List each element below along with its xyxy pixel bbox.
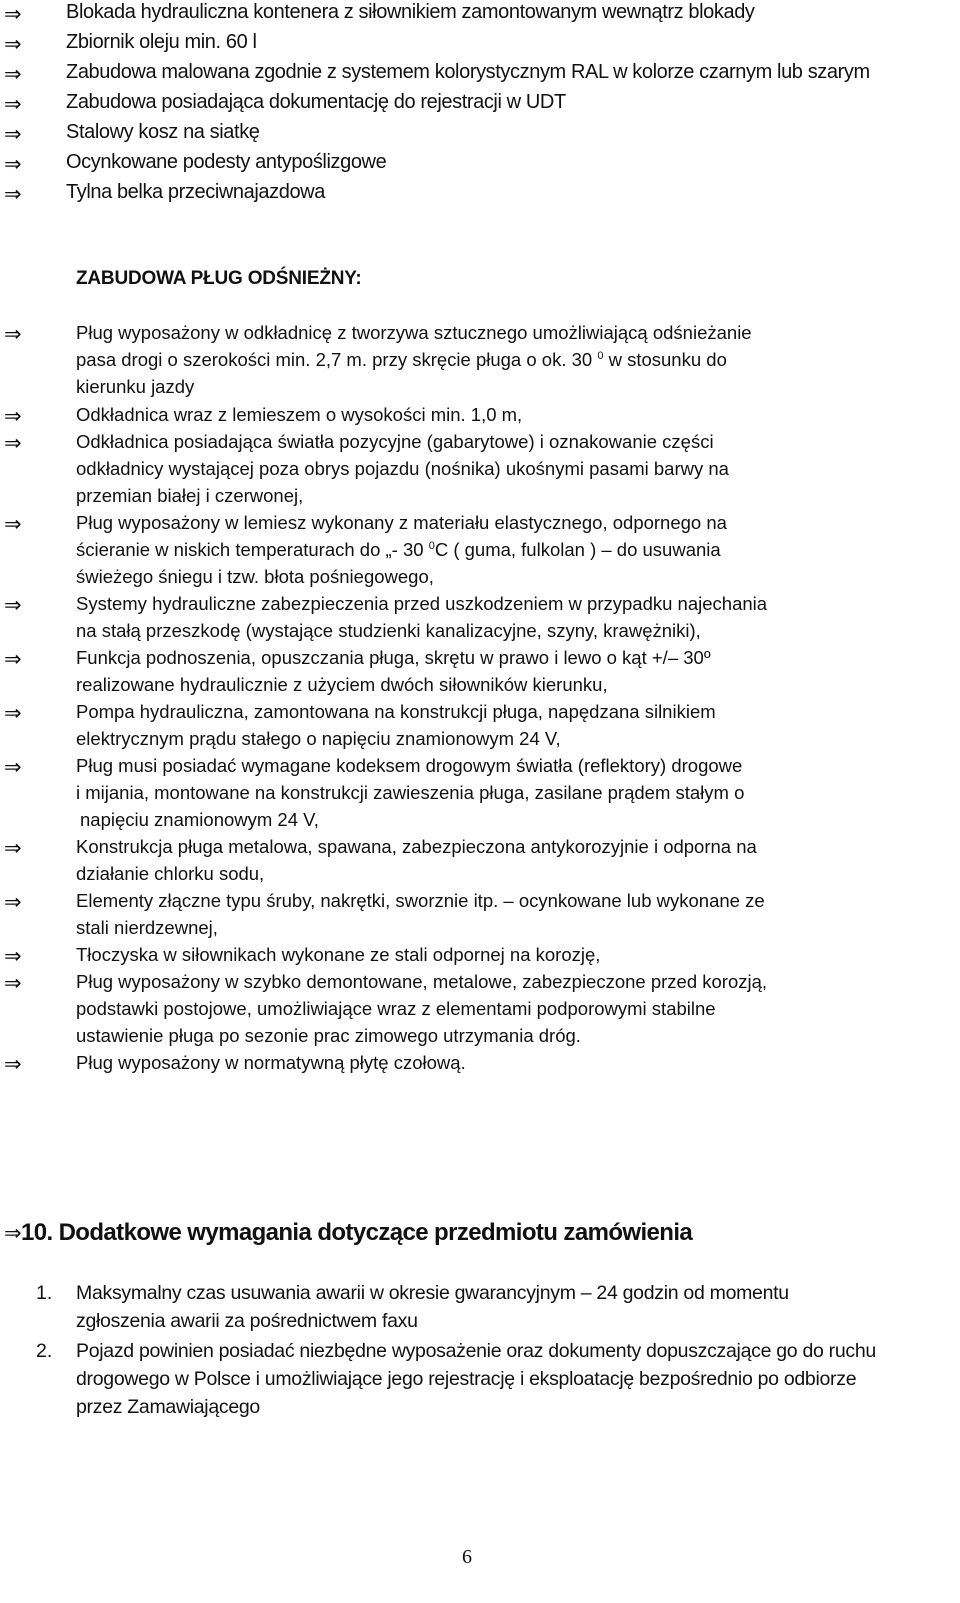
list-item-line: i mijania, montowane na konstrukcji zawieszenia pługa, zasilane prądem stałym o <box>76 782 745 803</box>
superscript: 0 <box>597 349 604 362</box>
list-item-line: Funkcja podnoszenia, opuszczania pługa, skrętu w prawo i lewo o kąt +/– 30º <box>76 647 711 668</box>
arrow-bullet-icon: ⇒ <box>4 512 22 536</box>
list-item-line: przemian białej i czerwonej, <box>76 485 304 506</box>
section-title: Dodatkowe wymagania dotyczące przedmiotu zamówienia <box>58 1219 693 1246</box>
section-heading-plow: ZABUDOWA PŁUG ODŚNIEŻNY: <box>76 268 362 289</box>
list-item-line <box>76 348 727 372</box>
arrow-bullet-icon: ⇒ <box>4 971 22 995</box>
list-item-line: Tłoczyska w siłownikach wykonane ze stali odpornej na korozję, <box>76 944 601 965</box>
arrow-bullet-icon: ⇒ <box>4 62 22 86</box>
list-item-line: zgłoszenia awarii za pośrednictwem faxu <box>76 1310 418 1332</box>
list-item-line: Konstrukcja pługa metalowa, spawana, zabezpieczona antykorozyjnie i odporna na <box>76 836 757 857</box>
list-number: 2. <box>36 1340 53 1362</box>
list-item-line: kierunku jazdy <box>76 376 195 397</box>
list-item-line: Systemy hydrauliczne zabezpieczenia przed uszkodzeniem w przypadku najechania <box>76 593 768 614</box>
list-item-line <box>76 538 721 562</box>
list-item: Tylna belka przeciwnajazdowa <box>66 181 325 203</box>
arrow-bullet-icon: ⇒ <box>4 431 22 455</box>
arrow-bullet-icon: ⇒ <box>4 404 22 428</box>
list-item-line: Maksymalny czas usuwania awarii w okresie gwarancyjnym – 24 godzin od momentu <box>76 1282 789 1304</box>
list-item-line: działanie chlorku sodu, <box>76 863 265 884</box>
list-item-line: Pług wyposażony w szybko demontowane, metalowe, zabezpieczone przed korozją, <box>76 971 768 992</box>
list-item: Stalowy kosz na siatkę <box>66 121 260 143</box>
list-item-line: stali nierdzewnej, <box>76 917 218 938</box>
arrow-bullet-icon: ⇒ <box>4 944 22 968</box>
text-run: ścieranie w niskich temperaturach do „- 30 <box>76 539 429 560</box>
list-item-line: ustawienie pługa po sezonie prac zimowego utrzymania dróg. <box>76 1025 581 1046</box>
arrow-bullet-icon: ⇒ <box>4 32 22 56</box>
list-item-line: na stałą przeszkodę (wystające studzienki kanalizacyjne, szyny, krawężniki), <box>76 620 701 641</box>
list-item: Ocynkowane podesty antypoślizgowe <box>66 151 387 173</box>
arrow-bullet-icon: ⇒ <box>4 755 22 779</box>
list-item-line: drogowego w Polsce i umożliwiające jego rejestrację i eksploatację bezpośrednio po odbiorze <box>76 1368 857 1390</box>
arrow-bullet-icon: ⇒ <box>4 890 22 914</box>
arrow-bullet-icon: ⇒ <box>4 322 22 346</box>
arrow-bullet-icon: ⇒ <box>4 593 22 617</box>
section-number: 10. <box>21 1219 53 1246</box>
arrow-bullet-icon: ⇒ <box>4 92 22 116</box>
list-item-line: świeżego śniegu i tzw. błota pośniegowego, <box>76 566 434 587</box>
arrow-bullet-icon: ⇒ <box>4 2 22 26</box>
arrow-bullet-icon: ⇒ <box>4 647 22 671</box>
list-item-line: Pług wyposażony w lemiesz wykonany z materiału elastycznego, odpornego na <box>76 512 727 533</box>
list-item: Blokada hydrauliczna kontenera z siłownikiem zamontowanym wewnątrz blokady <box>66 1 755 23</box>
list-item-line: Pompa hydrauliczna, zamontowana na konstrukcji pługa, napędzana silnikiem <box>76 701 716 722</box>
list-item-line: realizowane hydraulicznie z użyciem dwóch siłowników kierunku, <box>76 674 608 695</box>
arrow-bullet-icon: ⇒ <box>4 152 22 176</box>
list-item-line: Pług musi posiadać wymagane kodeksem drogowym światła (reflektory) drogowe <box>76 755 743 776</box>
text-run: pasa drogi o szerokości min. 2,7 m. przy skręcie pługa o ok. 30 <box>76 349 593 370</box>
arrow-bullet-icon: ⇒ <box>4 182 22 206</box>
list-item-line: Pług wyposażony w normatywną płytę czołową. <box>76 1052 466 1073</box>
text-run: w stosunku do <box>603 349 727 370</box>
list-item-line: Pojazd powinien posiadać niezbędne wyposażenie oraz dokumenty dopuszczające go do ruchu <box>76 1340 876 1362</box>
arrow-bullet-icon: ⇒ <box>4 1221 22 1245</box>
arrow-bullet-icon: ⇒ <box>4 701 22 725</box>
list-item-line: odkładnicy wystającej poza obrys pojazdu (nośnika) ukośnymi pasami barwy na <box>76 458 729 479</box>
arrow-bullet-icon: ⇒ <box>4 1052 22 1076</box>
list-item-line: elektrycznym prądu stałego o napięciu znamionowym 24 V, <box>76 728 561 749</box>
list-item-line: przez Zamawiającego <box>76 1396 260 1418</box>
list-item: Zabudowa malowana zgodnie z systemem kolorystycznym RAL w kolorze czarnym lub szarym <box>66 61 870 83</box>
list-item-line: Odkładnica wraz z lemieszem o wysokości min. 1,0 m, <box>76 404 523 425</box>
list-item: Zabudowa posiadająca dokumentację do rejestracji w UDT <box>66 91 566 113</box>
list-item-line: Elementy złączne typu śruby, nakrętki, sworznie itp. – ocynkowane lub wykonane ze <box>76 890 765 911</box>
superscript: 0 <box>428 539 435 552</box>
arrow-bullet-icon: ⇒ <box>4 122 22 146</box>
page-number: 6 <box>462 1546 472 1568</box>
section-heading-additional <box>21 1219 692 1247</box>
list-item-line: Pług wyposażony w odkładnicę z tworzywa sztucznego umożliwiającą odśnieżanie <box>76 322 752 343</box>
arrow-bullet-icon: ⇒ <box>4 836 22 860</box>
list-item-line: napięciu znamionowym 24 V, <box>80 809 319 830</box>
list-item-line: podstawki postojowe, umożliwiające wraz z elementami podporowymi stabilne <box>76 998 716 1019</box>
list-item-line: Odkładnica posiadająca światła pozycyjne (gabarytowe) i oznakowanie części <box>76 431 714 452</box>
list-number: 1. <box>36 1282 53 1304</box>
text-run: C ( guma, fulkolan ) – do usuwania <box>434 539 721 560</box>
list-item: Zbiornik oleju min. 60 l <box>66 31 257 53</box>
